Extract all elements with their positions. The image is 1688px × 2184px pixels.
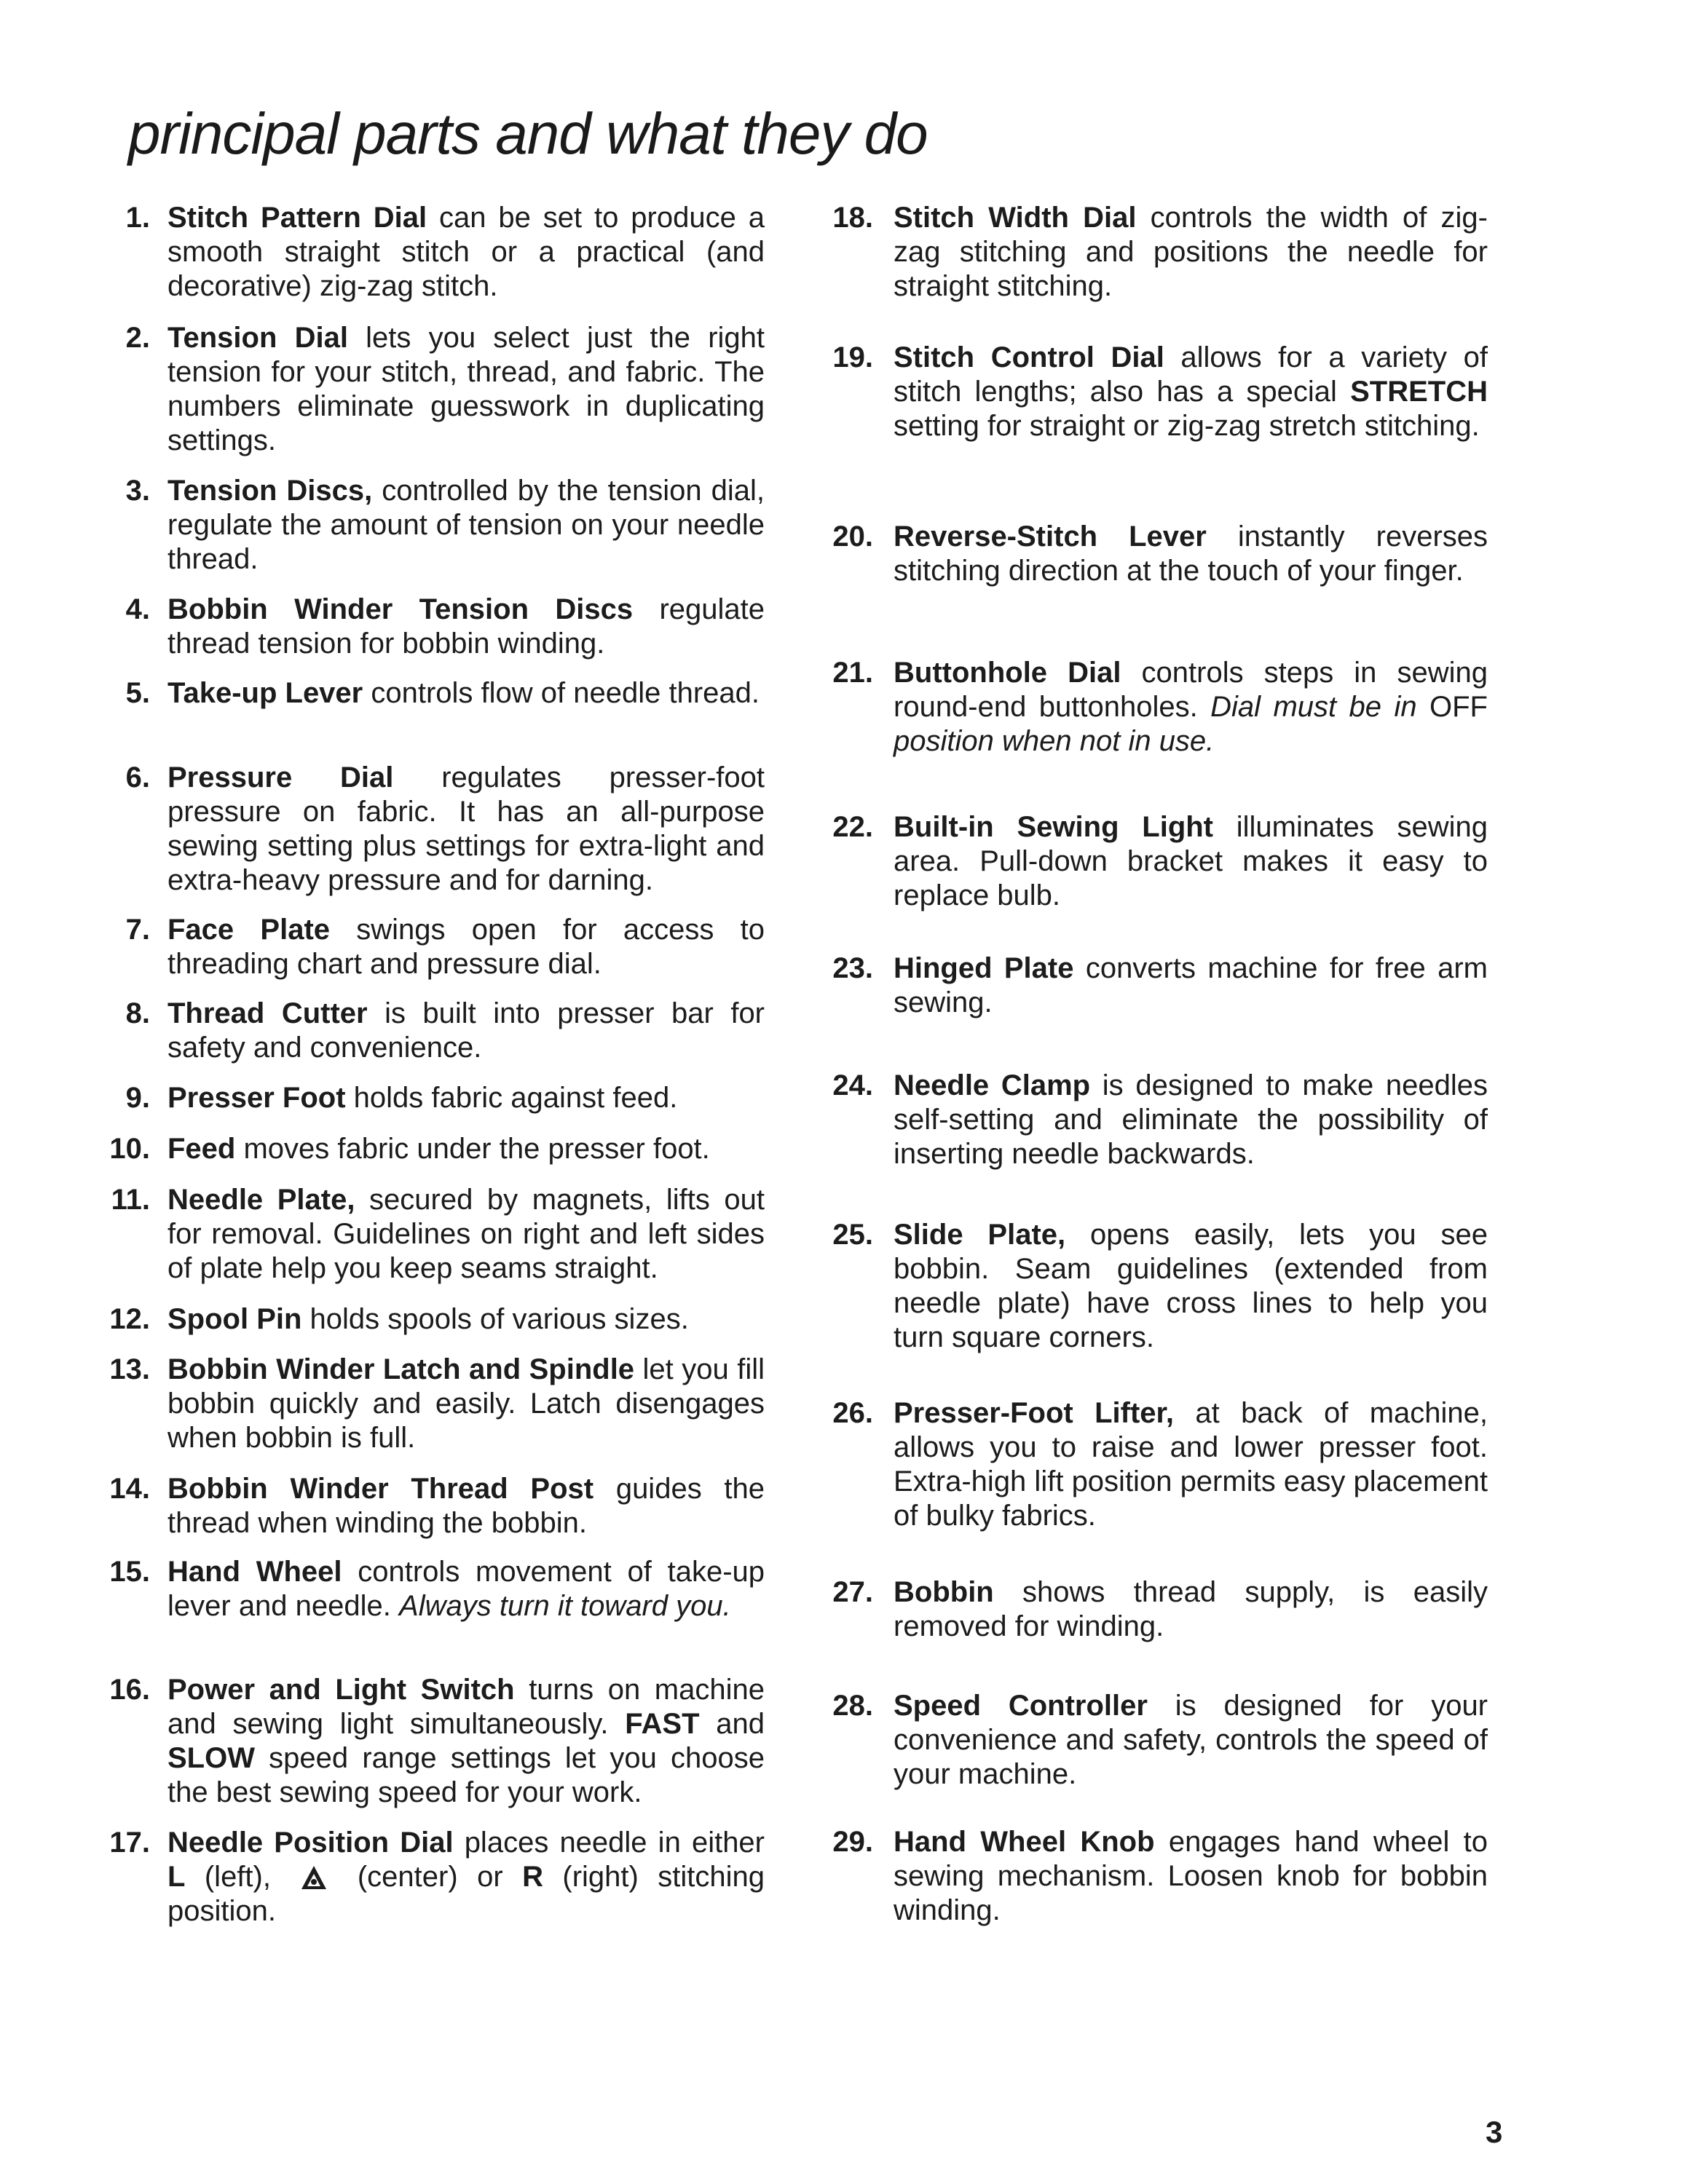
item-number: 11. xyxy=(111,1184,150,1216)
item-number: 4. xyxy=(125,593,150,625)
item-text: Presser Foot holds fabric against feed. xyxy=(167,1082,678,1114)
item-number: 26. xyxy=(832,1397,873,1429)
item-text: Needle Position Dial places needle in either L (left), (center) or R (right) stitching position. xyxy=(167,1827,765,1927)
item-text: Power and Light Switch turns on machine and sewing light simultaneously. FAST and SLOW speed range settings let you choose the best sewing speed for your work. xyxy=(167,1674,765,1808)
item-number: 2. xyxy=(125,322,150,354)
item-number: 21. xyxy=(832,657,873,689)
item-term: Bobbin Winder Tension Discs xyxy=(167,593,634,625)
item-text: Hand Wheel controls movement of take-up lever and needle. Always turn it toward you. xyxy=(167,1556,765,1622)
item-text: Needle Clamp is designed to make needles self-setting and eliminate the possibility of inserting needle backwards. xyxy=(894,1069,1488,1170)
item-text: Hinged Plate converts machine for free arm sewing. xyxy=(894,952,1488,1018)
item-number: 23. xyxy=(832,952,873,984)
item-number: 12. xyxy=(109,1303,150,1335)
item-term: Stitch Width Dial xyxy=(894,202,1137,234)
item-text: Bobbin Winder Tension Discs regulate thread tension for bobbin winding. xyxy=(167,593,765,660)
item-term: Face Plate xyxy=(167,914,331,946)
item-text: Needle Plate, secured by magnets, lifts out for removal. Guidelines on right and left sides of plate help you keep seams straight. xyxy=(167,1184,765,1284)
item-text: Spool Pin holds spools of various sizes. xyxy=(167,1303,689,1335)
item-number: 22. xyxy=(832,811,873,843)
item-text: Thread Cutter is built into presser bar for safety and convenience. xyxy=(167,997,765,1064)
item-text: Speed Controller is designed for your convenience and safety, controls the speed of your machine. xyxy=(894,1690,1488,1790)
item-number: 17. xyxy=(109,1827,150,1859)
item-number: 29. xyxy=(832,1826,873,1858)
item-text: Slide Plate, opens easily, lets you see bobbin. Seam guidelines (extended from needle plate) have cross lines to help you turn square corners. xyxy=(894,1219,1488,1353)
item-text: Hand Wheel Knob engages hand wheel to sewing mechanism. Loosen knob for bobbin winding. xyxy=(894,1826,1488,1926)
item-number: 27. xyxy=(832,1576,873,1608)
item-number: 28. xyxy=(832,1690,873,1722)
page-title: principal parts and what they do xyxy=(128,101,928,166)
item-term: Presser-Foot Lifter, xyxy=(894,1397,1175,1429)
item-number: 9. xyxy=(125,1082,150,1114)
item-term: Pressure Dial xyxy=(167,761,394,794)
item-text: Stitch Control Dial allows for a variety of stitch lengths; also has a special STRETCH setting for straight or zig-zag stretch stitching. xyxy=(894,341,1488,442)
item-text: Tension Discs, controlled by the tension dial, regulate the amount of tension on your needle thread. xyxy=(167,475,765,575)
item-term: Power and Light Switch xyxy=(167,1674,515,1706)
item-text: Stitch Width Dial controls the width of zig-zag stitching and positions the needle for straight stitching. xyxy=(894,202,1488,302)
item-term: Tension Discs, xyxy=(167,475,373,507)
item-term: Hand Wheel xyxy=(167,1556,342,1588)
item-text: Bobbin Winder Thread Post guides the thread when winding the bobbin. xyxy=(167,1473,765,1539)
item-number: 16. xyxy=(109,1674,150,1706)
item-term: Slide Plate, xyxy=(894,1219,1066,1251)
item-number: 5. xyxy=(125,677,150,709)
item-term: Take-up Lever xyxy=(167,677,363,709)
item-term: Stitch Control Dial xyxy=(894,341,1164,373)
item-term: Speed Controller xyxy=(894,1690,1148,1722)
item-number: 7. xyxy=(125,914,150,946)
page-number: 3 xyxy=(1486,2115,1503,2149)
item-text: Built-in Sewing Light illuminates sewing area. Pull-down bracket makes it easy to replace bulb. xyxy=(894,811,1488,911)
item-term: Buttonhole Dial xyxy=(894,657,1121,689)
item-text: Presser-Foot Lifter, at back of machine, allows you to raise and lower presser foot. Extra-high lift position permits easy placement of bulky fabrics. xyxy=(894,1397,1488,1532)
item-term: Bobbin Winder Latch and Spindle xyxy=(167,1353,635,1385)
item-term: Spool Pin xyxy=(167,1303,302,1335)
item-term: Presser Foot xyxy=(167,1082,346,1114)
item-term: Needle Position Dial xyxy=(167,1827,454,1859)
item-text: Bobbin Winder Latch and Spindle let you fill bobbin quickly and easily. Latch disengages when bobbin is full. xyxy=(167,1353,765,1454)
item-term: Bobbin Winder Thread Post xyxy=(167,1473,594,1505)
center-position-icon xyxy=(300,1864,328,1891)
item-text: Feed moves fabric under the presser foot. xyxy=(167,1133,710,1165)
item-number: 3. xyxy=(125,475,150,507)
item-text: Stitch Pattern Dial can be set to produce a smooth straight stitch or a practical (and decorative) zig-zag stitch. xyxy=(167,202,765,302)
item-number: 24. xyxy=(832,1069,873,1101)
item-term: Needle Plate, xyxy=(167,1184,355,1216)
item-number: 19. xyxy=(832,341,873,373)
item-number: 10. xyxy=(109,1133,150,1165)
item-term: Tension Dial xyxy=(167,322,348,354)
item-number: 8. xyxy=(125,997,150,1029)
item-term: Reverse-Stitch Lever xyxy=(894,521,1207,553)
item-number: 15. xyxy=(109,1556,150,1588)
item-number: 20. xyxy=(832,521,873,553)
item-text: Reverse-Stitch Lever instantly reverses stitching direction at the touch of your finger. xyxy=(894,521,1488,587)
item-text: Buttonhole Dial controls steps in sewing round-end buttonholes. Dial must be in OFF position when not in use. xyxy=(894,657,1488,757)
item-text: Face Plate swings open for access to threading chart and pressure dial. xyxy=(167,914,765,980)
item-term: Needle Clamp xyxy=(894,1069,1091,1101)
item-term: Hand Wheel Knob xyxy=(894,1826,1155,1858)
item-text: Take-up Lever controls flow of needle thread. xyxy=(167,677,760,709)
item-number: 14. xyxy=(109,1473,150,1505)
item-term: Feed xyxy=(167,1133,236,1165)
item-term: Hinged Plate xyxy=(894,952,1074,984)
item-term: Built-in Sewing Light xyxy=(894,811,1214,843)
item-term: Bobbin xyxy=(894,1576,994,1608)
item-number: 13. xyxy=(109,1353,150,1385)
item-text: Pressure Dial regulates presser-foot pressure on fabric. It has an all-purpose sewing setting plus settings for extra-light and extra-heavy pressure and for darning. xyxy=(167,761,765,896)
item-text: Tension Dial lets you select just the right tension for your stitch, thread, and fabric. The numbers eliminate guesswork in duplicating settings. xyxy=(167,322,765,456)
item-number: 6. xyxy=(125,761,150,794)
item-text: Bobbin shows thread supply, is easily removed for winding. xyxy=(894,1576,1488,1642)
item-term: Thread Cutter xyxy=(167,997,368,1029)
item-number: 25. xyxy=(832,1219,873,1251)
item-number: 18. xyxy=(832,202,873,234)
item-number: 1. xyxy=(125,202,150,234)
item-term: Stitch Pattern Dial xyxy=(167,202,427,234)
